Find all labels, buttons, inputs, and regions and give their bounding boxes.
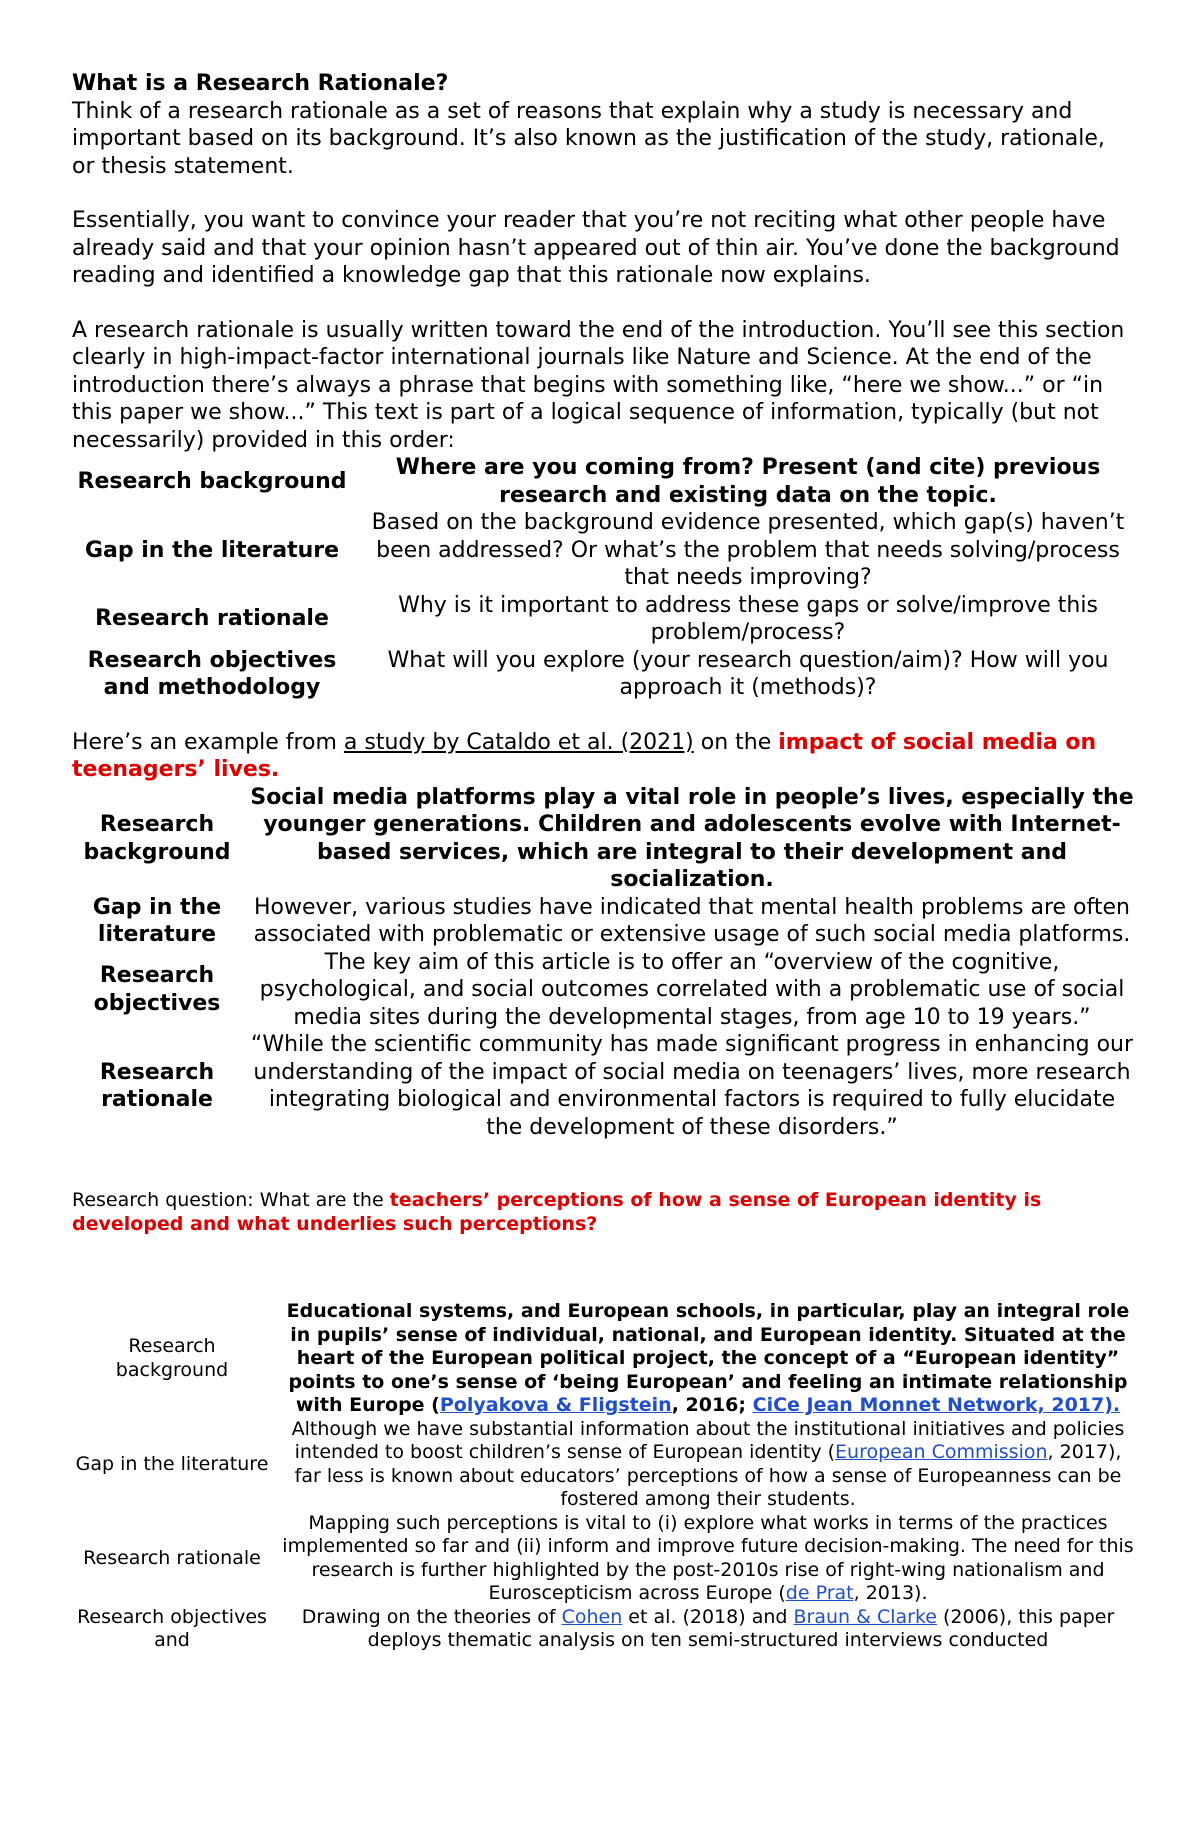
page-title: What is a Research Rationale? — [72, 71, 449, 96]
row-label: Research rationale — [99, 1059, 215, 1112]
row-label: Gap in the literature — [92, 894, 222, 947]
europe-table — [72, 1300, 1134, 1653]
rationale-text-b: , 2013). — [853, 1582, 928, 1604]
background-mid: , 2016; — [671, 1394, 753, 1416]
table-row — [72, 1031, 1134, 1141]
row-label: Gap in the literature — [75, 1452, 269, 1475]
row-text: However, various studies have indicated that mental health problems are often associated with problematic or extensive usage of such social media platforms. — [253, 894, 1131, 947]
row-text — [272, 1512, 1134, 1606]
row-label: Research rationale — [95, 606, 329, 632]
table-row — [72, 1300, 1134, 1418]
row-label: Research background — [77, 468, 347, 494]
row-text — [272, 1606, 1134, 1653]
example-highlight: impact of social media on teenagers’ lives. — [72, 729, 1097, 782]
background-text: Educational systems, and European schools, in particular, play an integral role in pupils’ sense of individual, national, and European identity. Situated at the heart of the European political project, the concept of a “European identity” points to one’s sense of ‘being European’ and feeling an intimate relationship with Europe ( — [286, 1300, 1130, 1416]
row-label: Gap in the literature — [84, 537, 340, 563]
table-row — [72, 784, 1134, 894]
example-prefix: Here’s an example from — [72, 729, 344, 755]
intro-paragraph-1: Think of a research rationale as a set of reasons that explain why a study is necessary and important based on its background. It’s also known as the justification of the study, rationale, or thesis statement. — [72, 98, 1105, 179]
objectives-text-b: et al. (2018) and — [622, 1605, 794, 1628]
row-text: The key aim of this article is to offer an “overview of the cognitive, psychological, and social outcomes correlated with a problematic use of social media sites during the developmental stages, from age 10 to 19 years.” — [259, 949, 1125, 1030]
research-question-label: Research question — [72, 1189, 248, 1211]
objectives-text-a: Drawing on the theories of — [301, 1605, 562, 1628]
intro-section — [72, 70, 1134, 454]
research-question-highlight: teachers’ perceptions of how a sense of European identity is developed and what underlies such perceptions? — [72, 1189, 1042, 1235]
row-text: Social media platforms play a vital role in people’s lives, especially the younger generations. Children and adolescents evolve with Internet-based services, which are integral to their development and socialization. — [250, 784, 1134, 892]
row-label: Research background — [115, 1335, 229, 1381]
intro-paragraph-3: A research rationale is usually written toward the end of the introduction. You’ll see this section clearly in high-impact-factor international journals like Nature and Science. At the end of the introduction there’s always a phrase that begins with something like, “here we show...” or “in this paper we show...” This text is part of a logical sequence of information, typically (but not necessarily) provided in this order: — [72, 317, 1125, 453]
row-text — [272, 1300, 1134, 1418]
cohen-link[interactable]: Cohen — [561, 1605, 623, 1628]
table-row — [72, 1512, 1134, 1606]
row-label: Research background — [83, 812, 231, 865]
example-intro — [72, 729, 1134, 784]
cice-network-link[interactable]: CiCe Jean Monnet Network, 2017). — [752, 1394, 1121, 1416]
de-prat-link[interactable]: de Prat — [785, 1582, 854, 1604]
research-question-lead: : What are the — [247, 1189, 390, 1211]
row-text — [272, 1418, 1134, 1512]
row-text: What will you explore (your research question/aim)? How will you approach it (methods)? — [387, 647, 1109, 700]
table-row — [72, 509, 1134, 592]
intro-paragraph-2: Essentially, you want to convince your reader that you’re not reciting what other people have already said and that your opinion hasn’t appeared out of thin air. You’ve done the background reading and identified a knowledge gap that this rationale now explains. — [72, 208, 1120, 288]
gap-text-a: Although we have substantial information about the institutional initiatives and policies intended to boost children’s sense of European identity ( — [291, 1417, 1125, 1463]
row-text: Where are you coming from? Present (and cite) previous research and existing data on the topic. — [395, 455, 1101, 508]
row-label: Research objectives — [93, 963, 221, 1016]
european-commission-link[interactable]: European Commission — [835, 1441, 1048, 1463]
gap-text-b: , 2017), far less is known about educators’ perceptions of how a sense of Europeanness can be fostered among their students. — [294, 1441, 1122, 1510]
sequence-table — [72, 454, 1134, 702]
document-page — [72, 70, 1134, 1653]
cataldo-study-link[interactable]: a study by Cataldo et al. (2021) — [343, 729, 694, 755]
polyakova-fligstein-link[interactable]: Polyakova & Fligstein — [439, 1394, 672, 1416]
row-text: Why is it important to address these gaps or solve/improve this problem/process? — [398, 592, 1098, 645]
row-text: Based on the background evidence presented, which gap(s) haven’t been addressed? Or what’s the problem that needs solving/process that needs improving? — [371, 510, 1125, 590]
table-row — [72, 1418, 1134, 1512]
table-row — [72, 647, 1134, 702]
table-row — [72, 949, 1134, 1032]
braun-clarke-link[interactable]: Braun & Clarke — [793, 1605, 937, 1628]
row-label: Research rationale — [83, 1546, 261, 1569]
table-row — [72, 894, 1134, 949]
row-text: “While the scientific community has made significant progress in enhancing our understanding of the impact of social media on teenagers’ lives, more research integrating biological and environmental factors is required to fully elucidate the development of these disorders.” — [250, 1032, 1134, 1140]
table-row — [72, 454, 1134, 509]
row-label: Research objectives and methodology — [87, 647, 337, 700]
table-row — [72, 592, 1134, 647]
example-middle: on the — [693, 729, 779, 755]
table-row — [72, 1606, 1134, 1653]
rationale-text-a: Mapping such perceptions is vital to (i) explore what works in terms of the practices implemented so far and (ii) inform and improve future decision-making. The need for this research is further highlighted by the post-2010s rise of right-wing nationalism and Euroscepticism across Europe ( — [282, 1511, 1134, 1604]
row-label: Research objectives and — [77, 1605, 267, 1651]
example-table — [72, 784, 1134, 1142]
research-question — [72, 1189, 1134, 1236]
objectives-text-c: (2006), this paper deploys thematic analysis on ten semi-structured interviews conducted — [367, 1605, 1115, 1651]
